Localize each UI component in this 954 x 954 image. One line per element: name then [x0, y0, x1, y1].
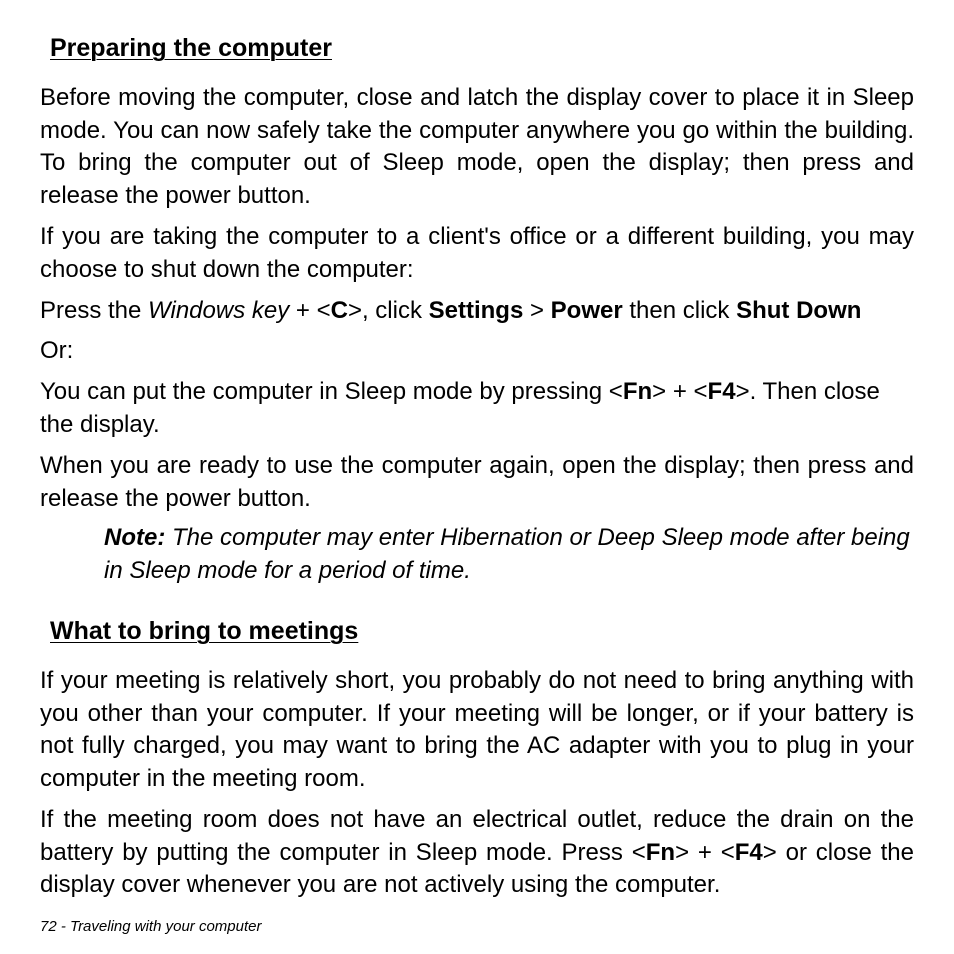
f4-key-text: F4	[734, 838, 763, 866]
power-text: Power	[550, 297, 623, 324]
page-content	[40, 30, 914, 902]
note-label: Note:	[104, 524, 166, 551]
paragraph-meeting-outlet: If the meeting room does not have an electrical outlet, reduce the drain on the battery by putting the computer in Sleep mode. Press <Fn> + <F4> or close the display cover whenever you are not actively using the computer.	[40, 806, 914, 898]
heading-what-to-bring: What to bring to meetings	[50, 617, 359, 645]
windows-key-text: Windows key	[148, 297, 290, 324]
paragraph-client-office: If you are taking the computer to a client's office or a different building, you may choose to shut down the computer:	[40, 223, 914, 283]
settings-text: Settings	[428, 297, 524, 324]
section-preparing	[40, 32, 914, 64]
paragraph-meeting-short: If your meeting is relatively short, you probably do not need to bring anything with you other than your computer. If your meeting will be longer, or if your battery is not fully charged, you may want to bring the AC adapter with you to plug in your computer in the meeting room.	[40, 667, 914, 792]
paragraph-shutdown-steps: Press the Windows key + <C>, click Settings > Power then click Shut Down	[40, 297, 862, 324]
shut-down-text: Shut Down	[736, 297, 862, 324]
note-hibernation: Note: The computer may enter Hibernation or Deep Sleep mode after being in Sleep mode for a period of time.	[104, 524, 910, 584]
paragraph-or: Or:	[40, 336, 74, 364]
paragraph-before-moving: Before moving the computer, close and latch the display cover to place it in Sleep mode. You can now safely take the computer anywhere you go within the building. To bring the computer out of Sleep mode, open the display; then press and release the power button.	[40, 84, 914, 209]
fn-key-text: Fn	[645, 838, 676, 866]
paragraph-sleep-shortcut: You can put the computer in Sleep mode by pressing <Fn> + <F4>. Then close the display.	[40, 378, 880, 438]
page-footer: 72 - Traveling with your computer	[40, 918, 262, 935]
section-meetings	[40, 615, 914, 647]
f4-key-text: F4	[707, 378, 736, 405]
c-key-text: C	[330, 297, 348, 324]
heading-preparing-the-computer: Preparing the computer	[50, 34, 332, 62]
fn-key-text: Fn	[622, 378, 653, 405]
paragraph-ready-to-use: When you are ready to use the computer again, open the display; then press and release the power button.	[40, 452, 914, 512]
